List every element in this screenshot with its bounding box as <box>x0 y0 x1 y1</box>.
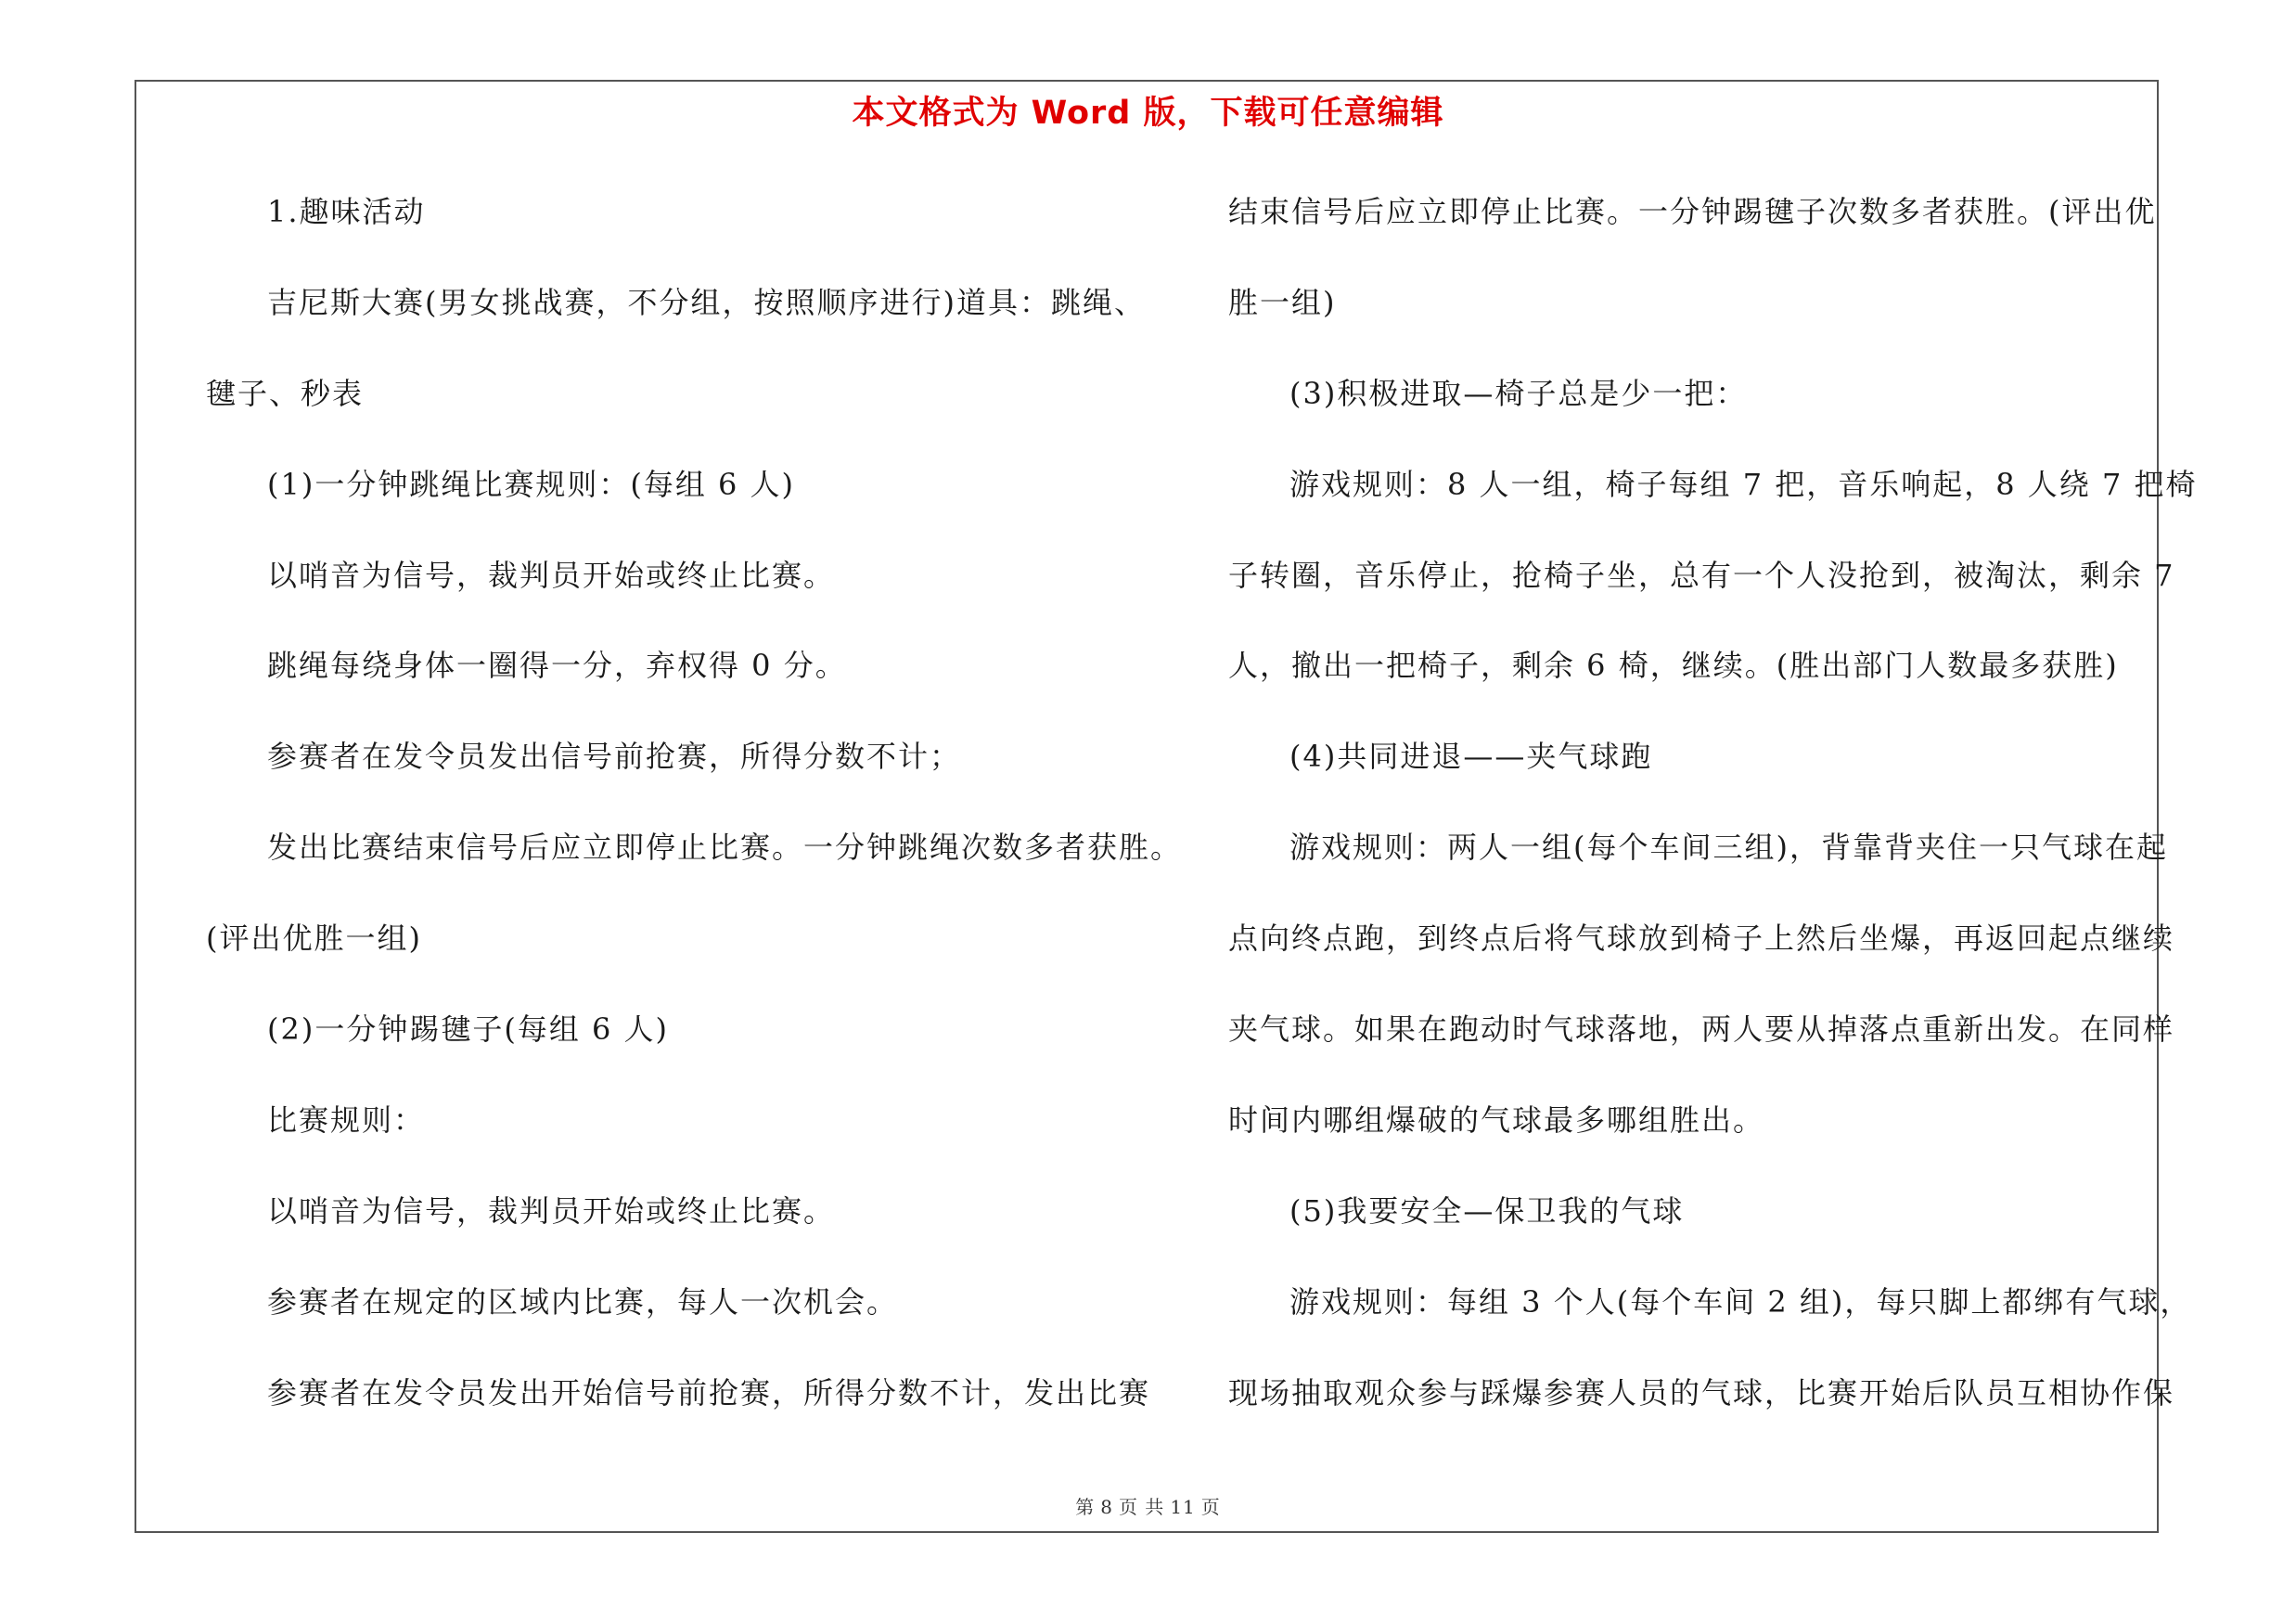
text-line: (5)我要安全—保卫我的气球 <box>1289 1192 1685 1229</box>
text-line: (3)积极进取—椅子总是少一把： <box>1289 375 1748 411</box>
text-line: 参赛者在规定的区域内比赛，每人一次机会。 <box>267 1283 899 1320</box>
footer-total-pages: 11 <box>1170 1496 1196 1518</box>
text-line: 现场抽取观众参与踩爆参赛人员的气球，比赛开始后队员互相协作保 <box>1228 1374 2175 1410</box>
text-line: 夹气球。如果在跑动时气球落地，两人要从掉落点重新出发。在同样 <box>1228 1011 2175 1048</box>
word-format-banner: 本文格式为 Word 版，下载可任意编辑 <box>852 95 1444 132</box>
text-line: 结束信号后应立即停止比赛。一分钟踢毽子次数多者获胜。(评出优 <box>1228 194 2157 229</box>
footer-middle: 页 共 <box>1118 1496 1165 1518</box>
text-line: 胜一组) <box>1228 284 1337 320</box>
text-line: 游戏规则：8 人一组，椅子每组 7 把，音乐响起，8 人绕 7 把椅 <box>1289 466 2198 502</box>
text-line: 以哨音为信号，裁判员开始或终止比赛。 <box>267 557 836 593</box>
text-line: 毽子、秒表 <box>206 375 365 411</box>
left-column <box>206 185 1183 1456</box>
text-line: 以哨音为信号，裁判员开始或终止比赛。 <box>267 1192 836 1229</box>
footer-page-number: 8 <box>1100 1496 1113 1518</box>
text-line: (2)一分钟踢毽子(每组 6 人) <box>267 1011 670 1048</box>
text-line: 比赛规则： <box>267 1101 426 1138</box>
footer-suffix: 页 <box>1200 1496 1221 1518</box>
text-line: 人，撤出一把椅子，剩余 6 椅，继续。(胜出部门人数最多获胜) <box>1228 648 2119 684</box>
text-line: 游戏规则：每组 3 个人(每个车间 2 组)，每只脚上都绑有气球， <box>1289 1283 2192 1320</box>
text-line: 游戏规则：两人一组(每个车间三组)，背靠背夹住一只气球在起 <box>1289 830 2168 866</box>
text-line: 参赛者在发令员发出开始信号前抢赛，所得分数不计，发出比赛 <box>267 1374 1151 1410</box>
text-line: 发出比赛结束信号后应立即停止比赛。一分钟跳绳次数多者获胜。 <box>267 830 1183 866</box>
right-column <box>1228 185 2198 1456</box>
text-line: 参赛者在发令员发出信号前抢赛，所得分数不计； <box>267 739 962 775</box>
text-line: 1.趣味活动 <box>267 194 426 229</box>
text-line: (评出优胜一组) <box>206 921 422 957</box>
text-line: 吉尼斯大赛(男女挑战赛，不分组，按照顺序进行)道具：跳绳、 <box>267 284 1146 320</box>
text-line: (4)共同进退——夹气球跑 <box>1289 739 1653 775</box>
text-line: 子转圈，音乐停止，抢椅子坐，总有一个人没抢到，被淘汰，剩余 7 <box>1228 557 2175 593</box>
page-footer <box>0 1492 2296 1519</box>
text-line: (1)一分钟跳绳比赛规则：(每组 6 人) <box>267 466 796 502</box>
footer-prefix: 第 <box>1075 1496 1096 1518</box>
text-line: 点向终点跑，到终点后将气球放到椅子上然后坐爆，再返回起点继续 <box>1228 921 2175 957</box>
text-line: 跳绳每绕身体一圈得一分，弃权得 0 分。 <box>267 648 847 684</box>
text-line: 时间内哪组爆破的气球最多哪组胜出。 <box>1228 1101 1765 1138</box>
